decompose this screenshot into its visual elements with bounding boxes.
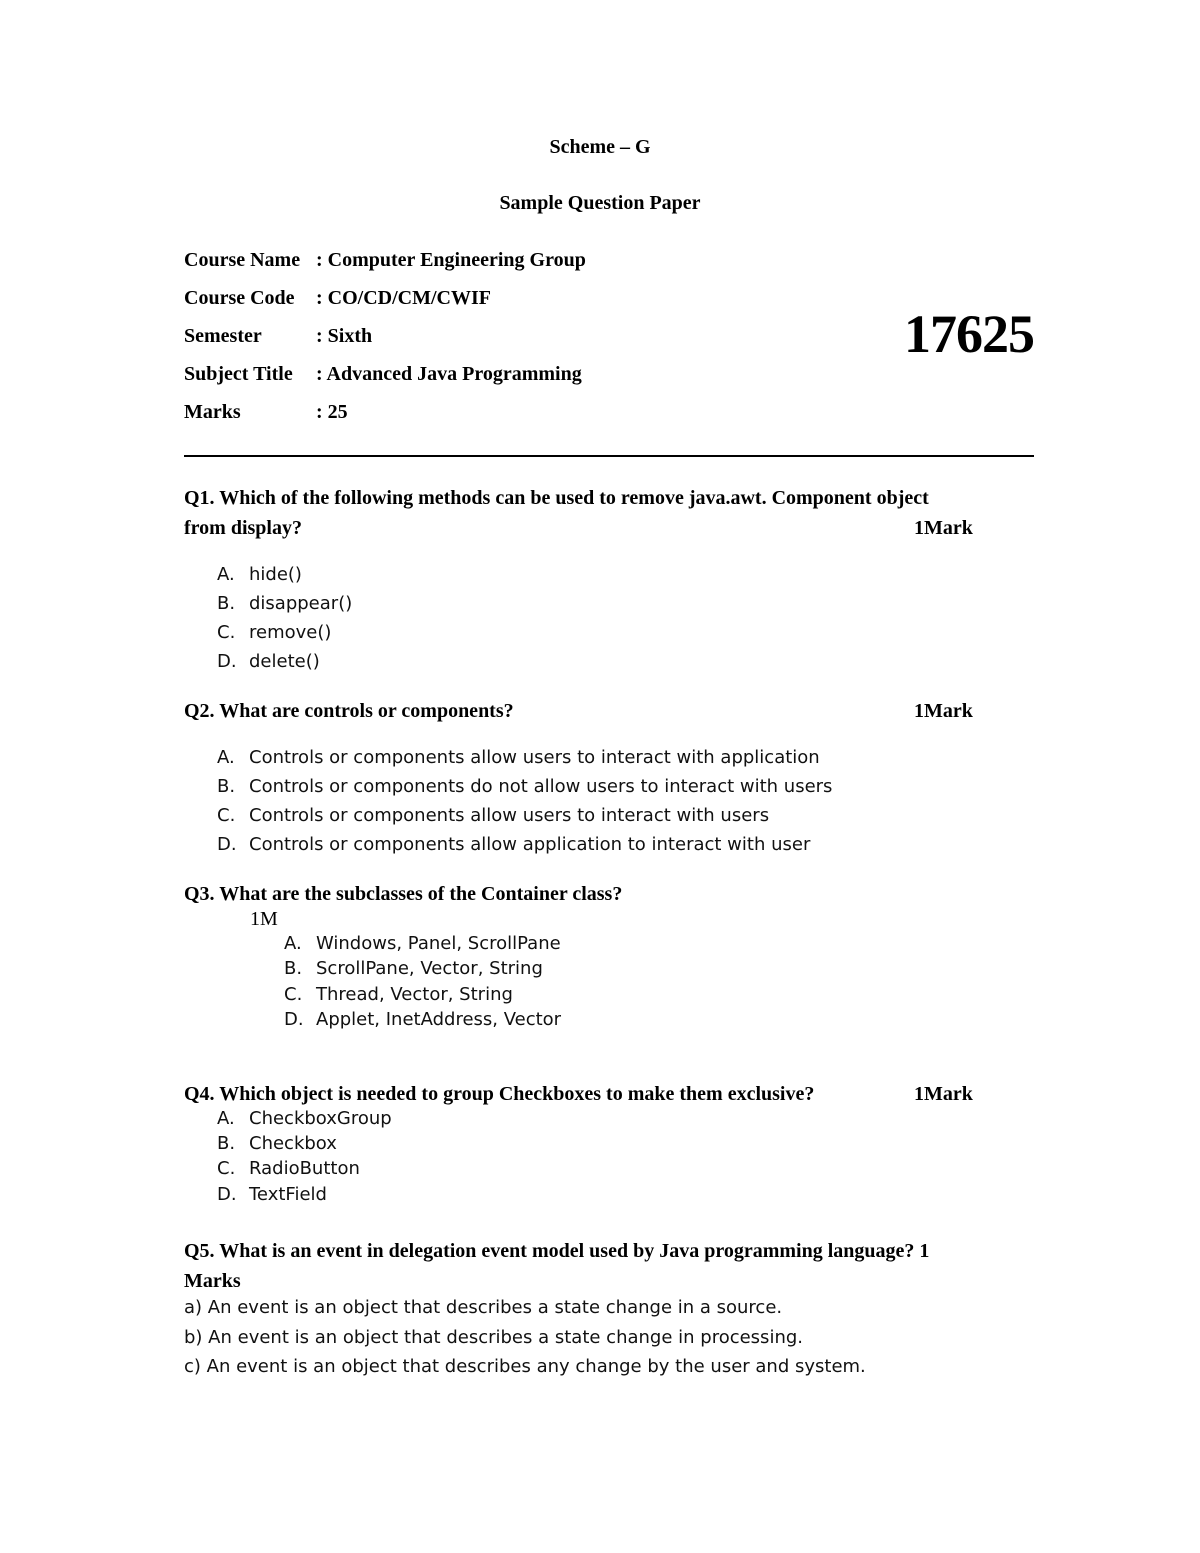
option-text: disappear() [249, 593, 353, 614]
option-letter: B. [217, 593, 236, 614]
option-text: a) An event is an object that describes a state change in a source. [184, 1297, 783, 1318]
question-1-option-a [217, 564, 302, 585]
option-letter: D. [217, 1184, 237, 1205]
subject-title-label: Subject Title [184, 363, 293, 385]
option-text: c) An event is an object that describes any change by the user and system. [184, 1356, 866, 1377]
option-letter: A. [217, 1108, 235, 1129]
question-5-line-2: Marks [184, 1270, 241, 1292]
option-letter: B. [217, 1133, 236, 1154]
option-text: remove() [249, 622, 332, 643]
question-1-option-d [217, 651, 320, 672]
question-5-line-1: Q5. What is an event in delegation event model used by Java programming language? 1 [184, 1240, 930, 1262]
question-5-option-c [184, 1356, 866, 1377]
question-4-option-d [217, 1184, 327, 1205]
option-letter: A. [217, 747, 235, 768]
option-text: TextField [249, 1184, 327, 1205]
option-letter: D. [217, 834, 237, 855]
option-letter: B. [217, 776, 236, 797]
option-letter: C. [284, 984, 303, 1005]
subject-title-value: : Advanced Java Programming [316, 363, 582, 385]
marks-label: Marks [184, 401, 241, 423]
question-4-option-c [217, 1158, 360, 1179]
option-letter: D. [217, 651, 237, 672]
course-code-value: : CO/CD/CM/CWIF [316, 287, 491, 309]
course-name-value: : Computer Engineering Group [316, 249, 586, 271]
marks-value: : 25 [316, 401, 348, 423]
question-2-option-c [217, 805, 769, 826]
question-1-line-1: Q1. Which of the following methods can be used to remove java.awt. Component object [184, 487, 929, 509]
paper-code: 17625 [904, 304, 1034, 364]
question-5-option-b [184, 1327, 803, 1348]
option-letter: C. [217, 805, 236, 826]
option-text: Applet, InetAddress, Vector [316, 1009, 562, 1030]
question-2-option-b [217, 776, 832, 797]
question-2-option-a [217, 747, 820, 768]
question-2-option-d [217, 834, 810, 855]
question-3-marks: 1M [250, 908, 278, 930]
option-text: RadioButton [249, 1158, 360, 1179]
option-letter: C. [217, 1158, 236, 1179]
course-code-label: Course Code [184, 287, 295, 309]
question-1-option-b [217, 593, 352, 614]
question-3-option-b [284, 958, 543, 979]
option-text: hide() [249, 564, 302, 585]
option-letter: A. [284, 933, 302, 954]
option-text: CheckboxGroup [249, 1108, 392, 1129]
question-3-option-d [284, 1009, 561, 1030]
question-1-option-c [217, 622, 331, 643]
question-1-line-2: from display? [184, 517, 302, 539]
question-3-option-c [284, 984, 513, 1005]
option-text: Controls or components allow application to interact with user [249, 834, 811, 855]
option-letter: B. [284, 958, 303, 979]
course-name-label: Course Name [184, 249, 301, 271]
option-text: Controls or components allow users to interact with application [249, 747, 820, 768]
question-2-line-1: Q2. What are controls or components? [184, 700, 514, 722]
paper-title: Sample Question Paper [499, 192, 701, 214]
option-letter: C. [217, 622, 236, 643]
question-3-option-a [284, 933, 561, 954]
question-4-option-a [217, 1108, 392, 1129]
option-text: Checkbox [249, 1133, 337, 1154]
option-text: ScrollPane, Vector, String [316, 958, 543, 979]
header-divider [184, 455, 1034, 457]
question-4-option-b [217, 1133, 337, 1154]
option-text: Thread, Vector, String [316, 984, 513, 1005]
option-text: Windows, Panel, ScrollPane [316, 933, 561, 954]
semester-label: Semester [184, 325, 262, 347]
question-2-marks: 1Mark [914, 700, 973, 722]
question-1-marks: 1Mark [914, 517, 973, 539]
option-text: Controls or components allow users to interact with users [249, 805, 770, 826]
option-text: delete() [249, 651, 320, 672]
semester-value: : Sixth [316, 325, 373, 347]
question-5-option-a [184, 1297, 782, 1318]
option-letter: A. [217, 564, 235, 585]
scheme-heading: Scheme – G [549, 136, 651, 158]
option-letter: D. [284, 1009, 304, 1030]
option-text: Controls or components do not allow users to interact with users [249, 776, 833, 797]
question-4-marks: 1Mark [914, 1083, 973, 1105]
question-4-line-1: Q4. Which object is needed to group Checkboxes to make them exclusive? [184, 1083, 815, 1105]
question-3-line-1: Q3. What are the subclasses of the Container class? [184, 883, 623, 905]
option-text: b) An event is an object that describes a state change in processing. [184, 1327, 803, 1348]
